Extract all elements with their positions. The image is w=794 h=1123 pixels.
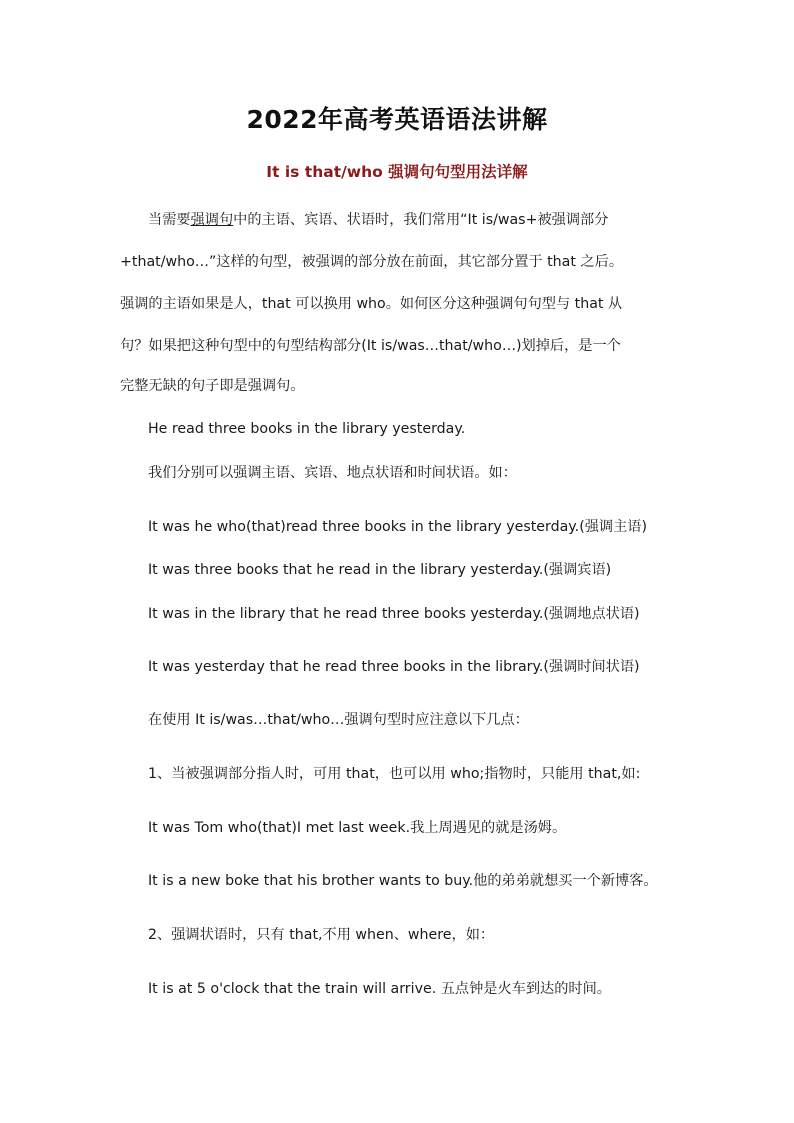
note-1-example-2: It is a new boke that his brother wants to buy.他的弟弟就想买一个新博客。	[148, 873, 658, 889]
intro-line-1	[148, 209, 608, 229]
intro-line-2: +that/who…”这样的句型，被强调的部分放在前面，其它部分置于 that 之后。	[120, 254, 624, 270]
example-base-sentence: He read three books in the library yesterday.	[148, 421, 466, 437]
page-subtitle: It is that/who 强调句句型用法详解	[266, 163, 528, 181]
example-object: It was three books that he read in the library yesterday.(强调宾语)	[148, 562, 612, 578]
intro-line-4: 句？如果把这种句型中的句型结构部分(It is/was…that/who…)划掉后，是一个	[120, 338, 621, 354]
intro-line-1-underlined: 强调句	[190, 212, 234, 228]
note-1-example-1: It was Tom who(that)I met last week.我上周遇见的就是汤姆。	[148, 820, 567, 836]
note-2-example: It is at 5 o'clock that the train will arrive. 五点钟是火车到达的时间。	[148, 981, 611, 997]
intro-line-1-pre: 当需要	[148, 212, 191, 228]
intro-line-1-post: 中的主语、宾语、状语时，我们常用“It is/was+被强调部分	[233, 212, 609, 228]
example-subject: It was he who(that)read three books in the library yesterday.(强调主语)	[148, 519, 648, 535]
example-time-adverbial: It was yesterday that he read three books in the library.(强调时间状语)	[148, 659, 640, 675]
example-place-adverbial: It was in the library that he read three books yesterday.(强调地点状语)	[148, 606, 640, 622]
intro-line-5: 完整无缺的句子即是强调句。	[120, 378, 305, 394]
example-intro: 我们分别可以强调主语、宾语、地点状语和时间状语。如：	[148, 465, 517, 481]
note-1: 1、当被强调部分指人时，可用 that，也可以用 who;指物时，只能用 that,如:	[148, 766, 641, 782]
intro-line-3: 强调的主语如果是人，that 可以换用 who。如何区分这种强调句句型与 that 从	[120, 296, 623, 312]
note-2: 2、强调状语时，只有 that,不用 when、where，如：	[148, 927, 495, 943]
page-title: 2022年高考英语语法讲解	[246, 105, 548, 134]
notes-intro: 在使用 It is/was…that/who…强调句型时应注意以下几点：	[148, 712, 529, 728]
